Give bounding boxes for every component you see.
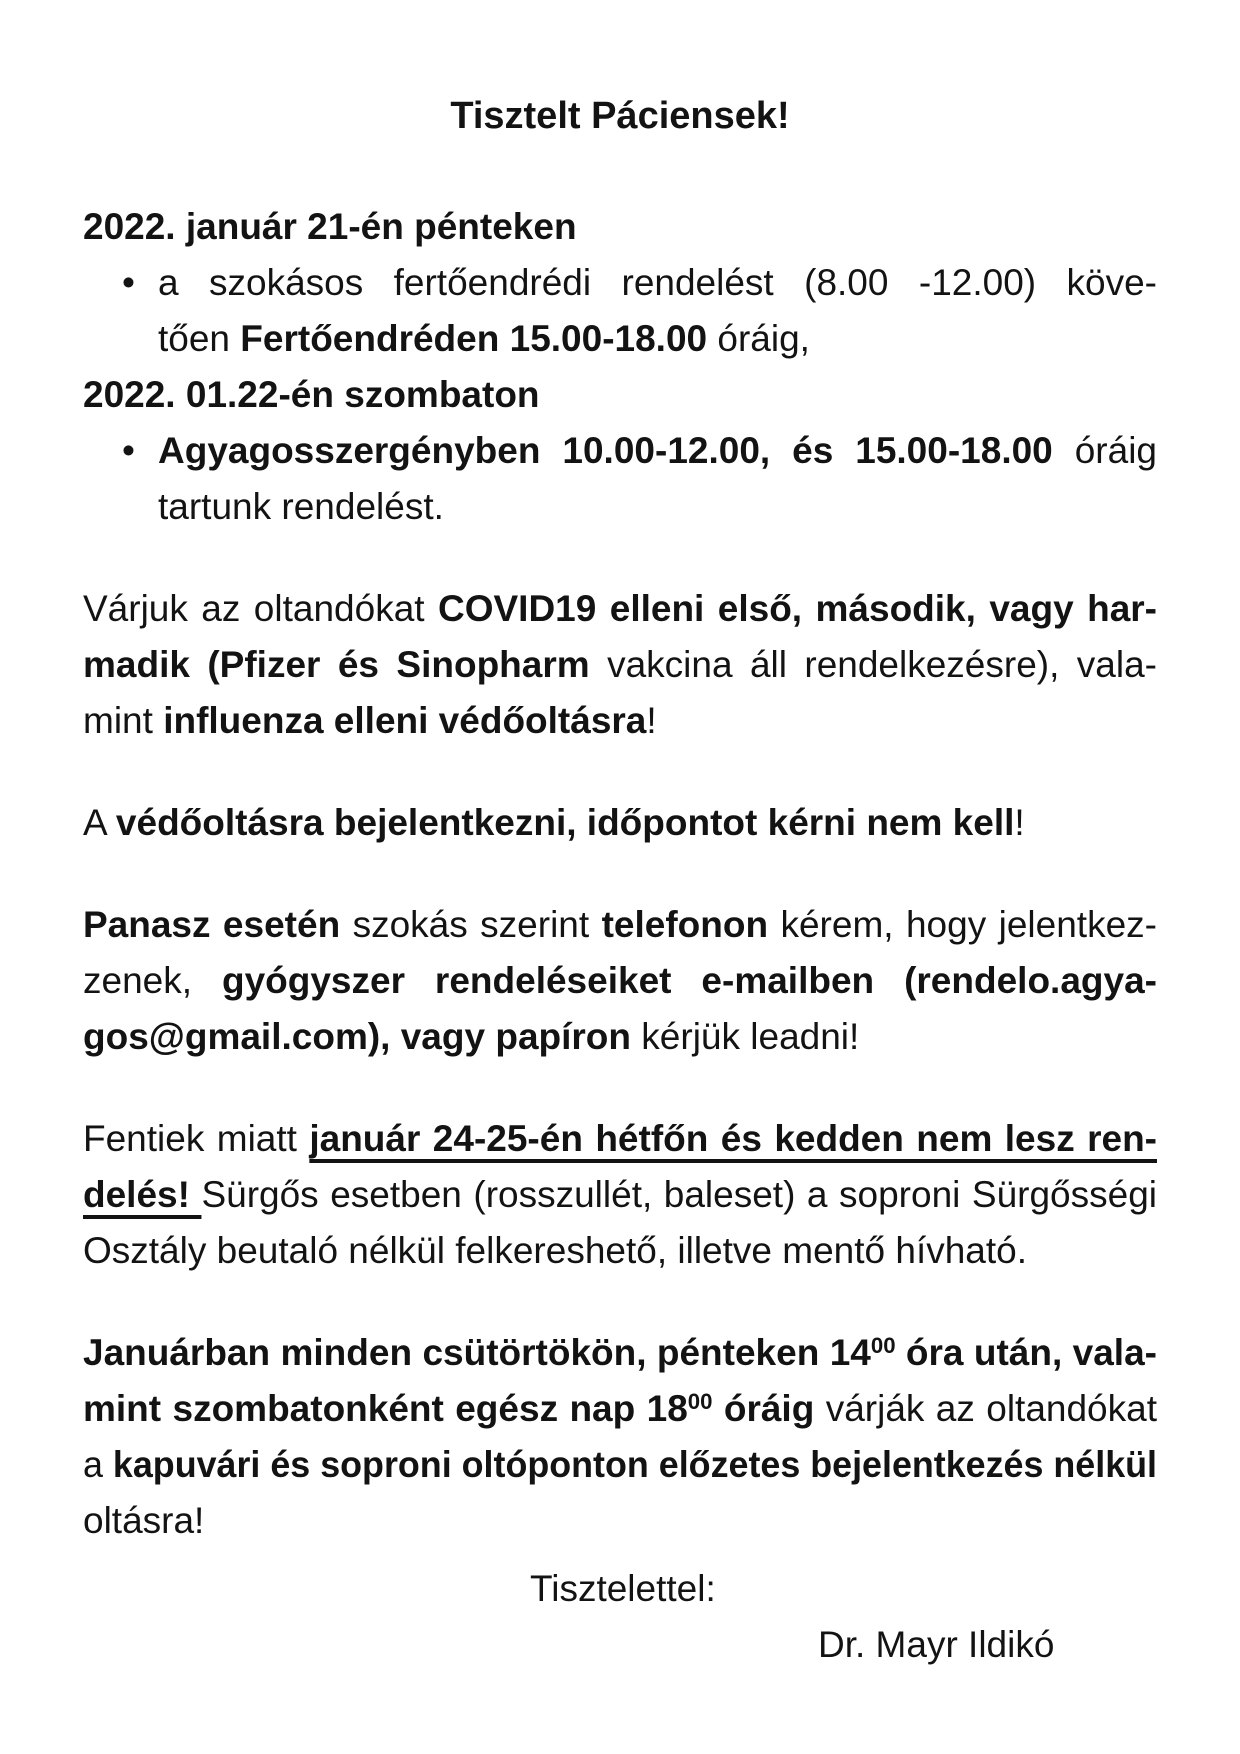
line-content: [83, 1223, 1027, 1279]
line-content: [83, 1111, 1157, 1167]
text-line: [83, 1167, 1157, 1223]
text-line: [83, 1111, 1157, 1167]
line-content: [83, 199, 577, 255]
text-run: várják az oltandókat: [814, 1388, 1157, 1429]
paragraph: [83, 1325, 1157, 1549]
text-line: [83, 1223, 1157, 1279]
text-run: 00: [870, 1332, 896, 1358]
text-run: óra után, vala-: [895, 1332, 1157, 1373]
text-run: A: [83, 802, 116, 843]
document-body: [83, 199, 1157, 1549]
text-run: kapuvári és soproni oltóponton előzetes bejelentkezés nélkül: [112, 1444, 1157, 1485]
text-line: [83, 953, 1157, 1009]
line-content: [83, 897, 1157, 953]
line-content: [83, 1009, 859, 1065]
line-content: [158, 479, 444, 535]
text-run: Januárban minden csütörtökön, pénteken 14: [83, 1332, 871, 1373]
text-run: oltásra!: [83, 1500, 205, 1541]
text-run: szokás szerint: [340, 904, 602, 945]
line-content: [83, 953, 1157, 1009]
text-run: COVID19 elleni első, második, vagy har-: [437, 588, 1157, 629]
text-run: a szokásos fertőendrédi rendelést (8.00 -12.00) köve-: [158, 262, 1157, 303]
text-line: [158, 423, 1157, 479]
text-run: zenek,: [83, 960, 222, 1001]
text-line: [83, 367, 1157, 423]
line-content: [158, 423, 1157, 479]
text-run: vakcina áll rendelkezésre), vala-: [589, 644, 1157, 685]
document-content: [83, 88, 1157, 1673]
line-content: [83, 1493, 204, 1549]
text-run: Sürgős esetben (rosszullét, baleset) a soproni Sürgősségi: [201, 1174, 1157, 1215]
closing-salutation: Tisztelettel:: [530, 1568, 716, 1609]
text-line: [83, 897, 1157, 953]
text-line: [83, 1009, 1157, 1065]
line-content: [158, 311, 810, 367]
text-line: [83, 693, 1157, 749]
text-run: madik (Pfizer és Sinopharm: [83, 644, 590, 685]
line-content: [83, 367, 540, 423]
paragraph: [83, 795, 1157, 851]
paragraph: [83, 897, 1157, 1065]
text-run: óráig: [712, 1388, 815, 1429]
paragraph: [83, 581, 1157, 749]
text-line: [83, 1381, 1157, 1437]
text-run: óráig: [1052, 430, 1157, 471]
date-heading: [83, 367, 1157, 423]
line-content: [83, 795, 1025, 851]
text-line: [83, 795, 1157, 851]
line-content: [83, 637, 1157, 693]
bullet-item: [83, 255, 1157, 367]
text-line: [83, 1437, 1157, 1493]
bullet-item: [83, 423, 1157, 535]
text-run: 2022. január 21-én pénteken: [83, 206, 577, 247]
text-line: [83, 1325, 1157, 1381]
text-run: mint: [83, 700, 164, 741]
text-run: Panasz esetén: [83, 904, 341, 945]
text-run: 00: [687, 1388, 713, 1414]
text-run: január 24-25-én hétfőn és kedden nem lesz ren-: [309, 1118, 1157, 1159]
text-run: influenza elleni védőoltásra: [163, 700, 647, 741]
text-line: [158, 255, 1157, 311]
paragraph: [83, 1111, 1157, 1279]
text-run: delés!: [83, 1174, 202, 1215]
text-run: Várjuk az oltandókat: [83, 588, 438, 629]
text-run: !: [646, 700, 657, 741]
line-content: [83, 1167, 1157, 1223]
text-line: [83, 581, 1157, 637]
closing-block: [83, 1561, 1157, 1673]
closing-signature: Dr. Mayr Ildikó: [818, 1624, 1055, 1665]
text-run: Osztály beutaló nélkül felkereshető, illetve mentő hívható.: [83, 1230, 1028, 1271]
text-run: Agyagosszergényben 10.00-12.00, és 15.00-18.00: [158, 430, 1053, 471]
text-run: gyógyszer rendeléseiket e-mailben (rendelo.agya-: [221, 960, 1157, 1001]
text-line: [83, 637, 1157, 693]
text-run: 2022. 01.22-én szombaton: [83, 374, 540, 415]
text-run: Fentiek miatt: [83, 1118, 310, 1159]
text-run: óráig,: [707, 318, 810, 359]
text-run: gos@gmail.com), vagy papíron: [83, 1016, 632, 1057]
line-content: [83, 581, 1157, 637]
date-heading: [83, 199, 1157, 255]
text-line: [158, 479, 1157, 535]
text-run: telefonon: [601, 904, 769, 945]
text-run: kérjük leadni!: [631, 1016, 860, 1057]
text-line: [158, 311, 1157, 367]
text-run: !: [1014, 802, 1025, 843]
page-title: Tisztelt Páciensek!: [450, 95, 790, 137]
line-content: [158, 255, 1157, 311]
text-run: tartunk rendelést.: [158, 486, 444, 527]
text-line: [83, 199, 1157, 255]
text-line: [83, 1493, 1157, 1549]
text-run: kérem, hogy jelentkez-: [768, 904, 1157, 945]
text-run: védőoltásra bejelentkezni, időpontot kérni nem kell: [115, 802, 1015, 843]
text-run: Fertőendréden 15.00-18.00: [240, 318, 708, 359]
line-content: [83, 693, 657, 749]
text-run: mint szombatonként egész nap 18: [83, 1388, 688, 1429]
line-content: [83, 1325, 1157, 1386]
line-content: [83, 1437, 1157, 1493]
line-content: [83, 1381, 1157, 1442]
text-run: tően: [158, 318, 241, 359]
text-run: a: [83, 1444, 113, 1485]
